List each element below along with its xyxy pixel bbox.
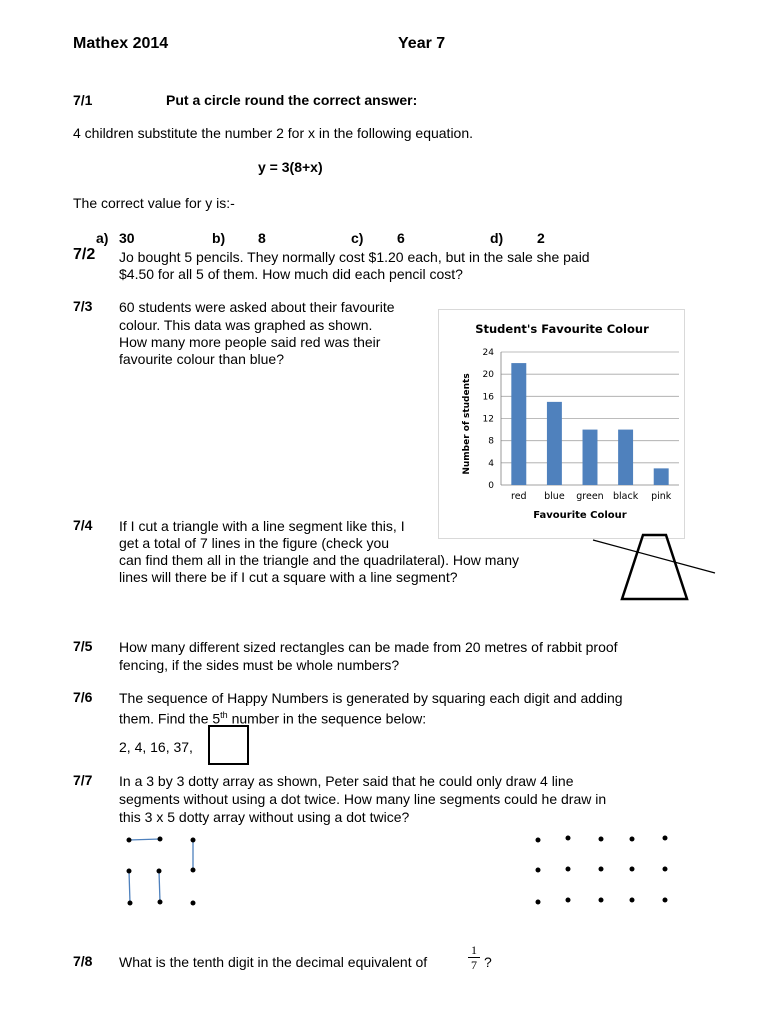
- dot: [599, 898, 604, 903]
- dot: [536, 868, 541, 873]
- bar-chart: [439, 310, 684, 538]
- q5-line2: fencing, if the sides must be whole numbers?: [119, 657, 400, 673]
- q2-line1: Jo bought 5 pencils. They normally cost $1.20 each, but in the sale she paid: [119, 249, 590, 265]
- q4-number: 7/4: [73, 517, 93, 533]
- q6-number: 7/6: [73, 689, 93, 705]
- x-tick-label: blue: [544, 491, 565, 502]
- q4-line2: get a total of 7 lines in the figure (check you: [119, 535, 390, 551]
- dot: [536, 838, 541, 843]
- dot: [127, 869, 132, 874]
- q4-line1: If I cut a triangle with a line segment like this, I: [119, 518, 405, 534]
- q5-line1: How many different sized rectangles can be made from 20 metres of rabbit proof: [119, 639, 618, 655]
- option-a-label: a): [96, 230, 109, 246]
- q7-line1: In a 3 by 3 dotty array as shown, Peter said that he could only draw 4 line: [119, 773, 574, 789]
- bar-green: [583, 430, 598, 485]
- q3-line3: How many more people said red was their: [119, 334, 381, 350]
- dot-array-3x5: [528, 828, 678, 908]
- dot: [663, 867, 668, 872]
- chart-title: Student's Favourite Colour: [475, 322, 649, 336]
- chart-xlabel: Favourite Colour: [533, 510, 627, 521]
- dot: [566, 836, 571, 841]
- q7-line2: segments without using a dot twice. How many line segments could he draw in: [119, 791, 607, 807]
- option-c-value[interactable]: 6: [397, 230, 405, 246]
- q1-number: 7/1: [73, 92, 93, 108]
- dot: [191, 838, 196, 843]
- x-tick-label: pink: [651, 491, 672, 502]
- q4-line3: can find them all in the triangle and the quadrilateral). How many: [119, 552, 519, 568]
- y-tick-label: 4: [488, 458, 494, 469]
- dot: [157, 869, 162, 874]
- dot-array-3x3: [120, 830, 200, 910]
- bar-blue: [547, 402, 562, 485]
- option-a-value[interactable]: 30: [119, 230, 135, 246]
- dot: [599, 837, 604, 842]
- q7-line3: this 3 x 5 dotty array without using a dot twice?: [119, 809, 410, 825]
- dot: [630, 867, 635, 872]
- dot: [663, 836, 668, 841]
- q3-number: 7/3: [73, 298, 93, 314]
- dot: [128, 901, 133, 906]
- dot: [191, 868, 196, 873]
- answer-box[interactable]: [208, 725, 249, 765]
- fraction-one-seventh: [468, 944, 480, 971]
- q3-line1: 60 students were asked about their favourite: [119, 299, 395, 315]
- option-c-label: c): [351, 230, 364, 246]
- q6-line2: them. Find the 5th number in the sequence below:: [119, 710, 427, 727]
- dot: [566, 867, 571, 872]
- fraction-denominator: 7: [471, 958, 477, 972]
- dot: [158, 837, 163, 842]
- y-tick-label: 12: [482, 414, 494, 425]
- q1-instruction: Put a circle round the correct answer:: [166, 92, 418, 108]
- q1-equation: y = 3(8+x): [258, 159, 323, 175]
- q1-prompt: The correct value for y is:-: [73, 195, 235, 211]
- q5-number: 7/5: [73, 638, 93, 654]
- bar-chart-container: [438, 309, 685, 539]
- q2-number: 7/2: [73, 246, 96, 263]
- dot: [127, 838, 132, 843]
- q3-line2: colour. This data was graphed as shown.: [119, 317, 373, 333]
- q7-number: 7/7: [73, 772, 93, 788]
- bar-pink: [654, 468, 669, 485]
- dot: [599, 867, 604, 872]
- bar-black: [618, 430, 633, 485]
- dot: [630, 837, 635, 842]
- x-tick-label: red: [511, 491, 527, 502]
- q8-text: What is the tenth digit in the decimal equivalent of: [119, 954, 428, 970]
- q8-number: 7/8: [73, 953, 93, 969]
- q3-line4: favourite colour than blue?: [119, 351, 284, 367]
- dot: [158, 900, 163, 905]
- option-b-label: b): [212, 230, 226, 246]
- option-b-value[interactable]: 8: [258, 230, 266, 246]
- chart-ylabel: Number of students: [462, 373, 472, 475]
- q2-line2: $4.50 for all 5 of them. How much did each pencil cost?: [119, 266, 463, 282]
- segment: [129, 839, 160, 840]
- dot: [663, 898, 668, 903]
- q1-text: 4 children substitute the number 2 for x in the following equation.: [73, 125, 474, 141]
- q4-line4: lines will there be if I cut a square with a line segment?: [119, 569, 458, 585]
- segment: [159, 871, 160, 902]
- dot: [630, 898, 635, 903]
- fraction-numerator: 1: [471, 943, 477, 957]
- y-tick-label: 8: [488, 436, 494, 447]
- y-tick-label: 0: [488, 481, 494, 491]
- q6-sequence: 2, 4, 16, 37,: [119, 739, 193, 755]
- segment: [129, 871, 130, 903]
- option-d-label: d): [490, 230, 504, 246]
- dot: [191, 901, 196, 906]
- q6-line1: The sequence of Happy Numbers is generated by squaring each digit and adding: [119, 690, 623, 706]
- triangle-shape: [622, 535, 687, 599]
- dot: [536, 900, 541, 905]
- dot: [566, 898, 571, 903]
- header-year: Year 7: [398, 35, 446, 52]
- bar-red: [511, 363, 526, 485]
- cut-line: [593, 540, 715, 573]
- y-tick-label: 16: [482, 392, 494, 403]
- x-tick-label: green: [576, 491, 604, 502]
- q8-end: ?: [484, 954, 492, 970]
- cut-triangle-figure: [590, 530, 720, 605]
- option-d-value[interactable]: 2: [537, 230, 545, 246]
- y-tick-label: 24: [482, 348, 494, 358]
- y-tick-label: 20: [482, 370, 494, 381]
- header-title: Mathex 2014: [73, 35, 169, 52]
- x-tick-label: black: [612, 491, 639, 502]
